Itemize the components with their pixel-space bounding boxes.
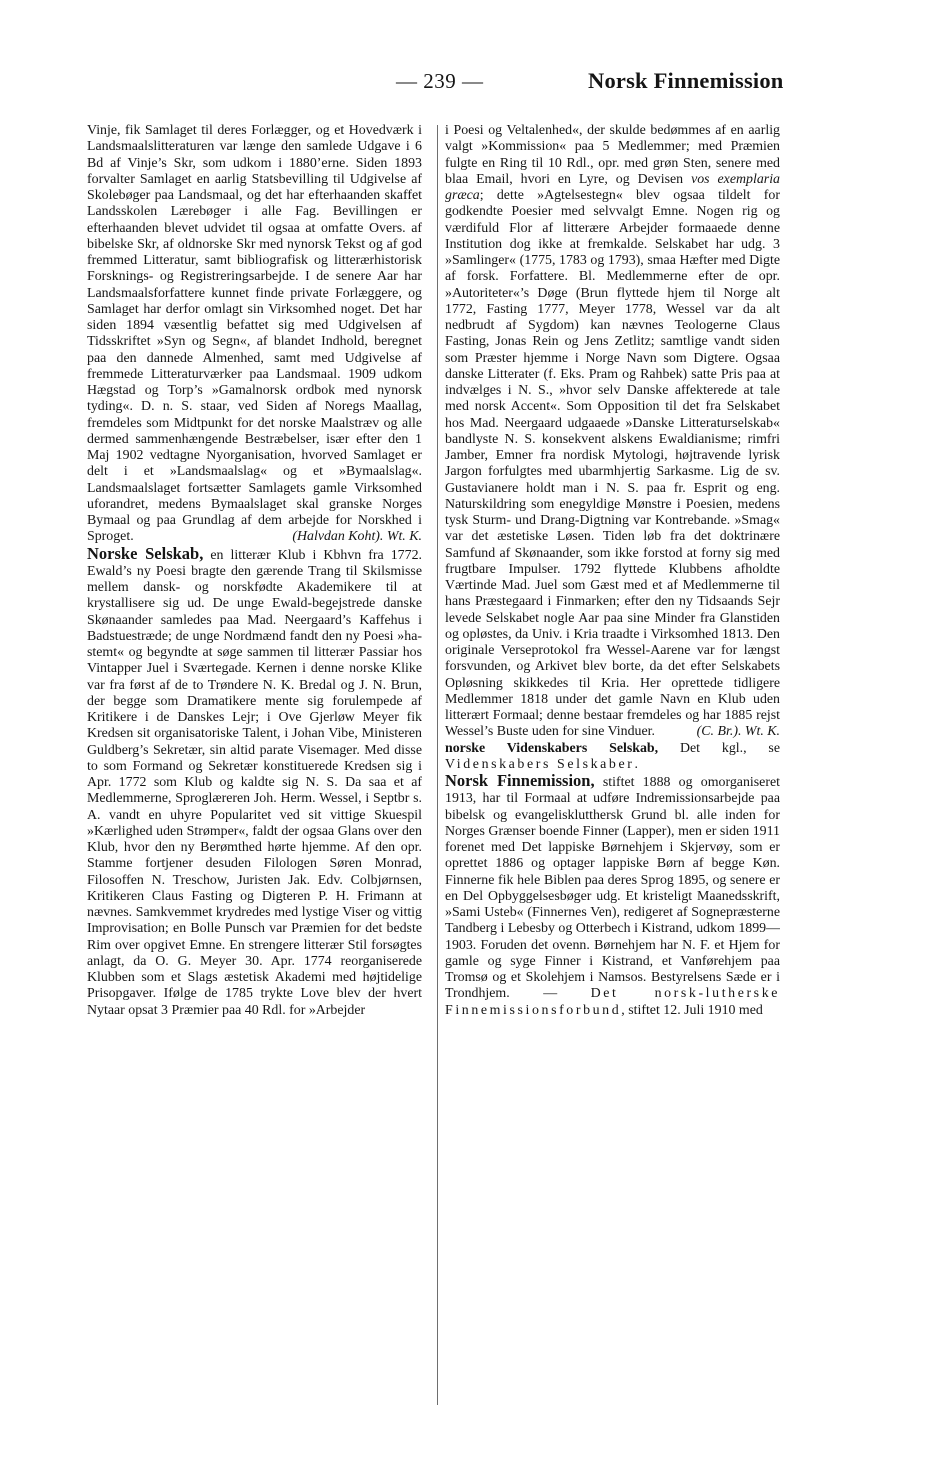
column-divider <box>437 125 438 1405</box>
left-column <box>87 123 422 1413</box>
author-signature: (Halvdan Koht). Wt. K. <box>292 529 422 545</box>
entry-text: , stiftet 12. Juli 1910 med <box>621 1002 763 1018</box>
entry-headword: Norsk Finnemission, <box>445 771 595 790</box>
entry-headword: norske Videnskabers Selskab, <box>445 740 659 756</box>
entry-continuation-norske-selskab <box>445 123 780 741</box>
page-header <box>0 66 928 98</box>
entry-text: stiftet 1888 og omorganiseret 1913, har til Formaal at udføre Indremissionsarbejde paa bibelsk og evangelisklutthersk Grund bl. alle inden for Norges Grænser boende Finner (Lapper), men er siden 1911 forenet med Det lappiske Børnehjem i Skjervøy, som er oprettet 1886 og optager lappiske Børn af begge Køn. Finnerne fik hele Biblen paa deres Sprog 1895, og senere er en Del Opbyggelsesbøger udg. Et kristeligt Maanedsskrift, »Sami Usteb« (Finnernes Ven), redigeret af Sognepræsterne Tandberg i Lebesby og Otterbech i Kistrand, udkom 1899—1903. Foruden det ovenn. Børnehjem har N. F. et Hjem for gamle og syge Finner i Kistrand, et Vanførehjem paa Tromsø og et Skolehjem i Namsos. Bestyrelsens Sæde er i Trondhjem. — <box>445 775 780 1002</box>
entry-continuation-det-norske-samlaget <box>87 123 422 546</box>
entry-text: Det kgl., se <box>658 740 780 756</box>
entry-headword: Norske Selskab, <box>87 543 204 563</box>
entry-text: . <box>634 756 638 772</box>
entry-norske-selskab <box>87 543 422 1019</box>
entry-text: Vinje, fik Samlaget til deres Forlægger, og et Hovedværk i Landsmaalslitteraturen var længe den samlede Udgave i 6 Bd af Vinje’s Skr, som udkom i 1880’erne. Siden 1893 forvalter Samlaget en aarlig Statsbevilling til Udgivelse af Skolebøger paa Landsmaal, og det har efterhaanden skaffet Landsskolen Lærebøger i alle Fag. Bevillingen er efterhaanden blevet udvidet til ogsaa at omfatte Overs. af bibelske Skr, af oldnorske Skr med nynorsk Tekst og af god fremmed Litteratur, samt bibliografisk og litterærhistorisk Forsknings- og Registreringsarbejde. I de senere Aar har Landsmaalsforfattere kunnet finde private Forlæggere, og Samlaget har derfor omlagt sin Virksomhed noget. Det har siden 1894 væsentlig befattet sig med Udgivelsen af Tidsskriftet »Syn og Segn«, af blandet Indhold, beregnet paa den dannede Almenhed, samt med Udgivelse af fremmede Litteraturværker paa Landsmaal. 1909 udkom Hægstad og Torp’s »Gamalnorsk ordbok med nynorsk tyding«. D. n. S. staar, ved Siden af Noregs Maallag, fremdeles som Midtpunkt for det norske Maalstræv og alle dermed sammenhængende Bestræbelser, især efter den 1 Maj 1902 vedtagne Nyorganisation, hvorved Samlaget er delt i et »Landsmaalslag« og et »Bymaalslag«. Landsmaalslaget fortsætter Samlagets gamle Virksomhed uforandret, medens Bymaalslaget skal granske Norges Bymaal og paa Grundlag af dem arbejde for Norskhed i Sproget. <box>87 123 422 545</box>
entry-text: en litterær Klub i Kbhvn fra 1772. Ewald’s ny Poesi bragte den gærende Trang til Skilsmisse mellem dansk- og norskfødte Akademikere til at krystallisere sig ud. De unge Ewald-begejstrede danske Skønaander samledes paa Mad. Neergaard’s Kaffehus i Badstuestræde; de unge Nordmænd fandt den ny Poesi »ha-stemt« og begyndte at søge sammen til litterær Passiar hos Vintapper Juel i Sværtegade. Kernen i denne norske Klike var fra først af de to Trøndere N. K. Bredal og J. N. Brun, der begge som Dramatikere mente sig forulempede af Kritikere i de Danskes Lejr; i Ove Gjerløw Meyer fik Kredsen sit organisatoriske Talent, i Johan Vibe, Ministeren Guldberg’s Sekretær, sin altid parate Visemager. Med disse to som Formand og Sekretær konstituerede Kredsen sig i Apr. 1772 som Klub og kaldte sig N. S. Da saa et af Medlemmerne, Sproglæreren Joh. Herm. Wessel, i Septbr s. A. vandt en uhyre Popularitet ved sit vittige Skuespil »Kærlighed uden Strømper«, faldt der ogsaa Glans over den Klub, hvor den ny Berømthed hørte hjemme. Af den opr. Stamme fortjener desuden Filologen Søren Monrad, Filosoffen N. Treschow, Juristen Jak. Edv. Colbjørnsen, Kritikeren Claus Fasting og Digteren P. H. Frimann at nævnes. Samkvemmet krydredes med lystige Viser og vittig Improvisation; en Bolle Punsch var Præmien for det bedste Rim over opgivet Emne. En strengere litterær Stil forsøgtes anlagt, da O. G. Meyer 30. Apr. 1774 reorganiserede Klubben som et Slags æstetisk Akademi med højtidelige Prisopgaver. Ifølge de 1785 trykte Love blev der hvert Nytaar opsat 3 Præmier paa 40 Rdl. for »Arbejder <box>87 547 422 1018</box>
cross-reference: Videnskabers Selskaber <box>445 756 635 772</box>
entry-text: i Poesi og Veltalenhed«, der skulde bedømmes af en aarlig valgt »Kommission« paa 5 Medlemmer; med Præmien fulgte en Ring til 10 Rdl., opr. med grøn Sten, senere med blaa Email, hvori en Lyre, og Devisen <box>445 123 780 187</box>
right-column <box>445 123 780 1413</box>
entry-text: ; dette »Agtelsestegn« blev ogsaa tildelt for godkendte Poesier med selvvalgt Emne. Nogen rig og værdifuld Flor af litterære Arbejder formaaede denne Institution dog ikke at fremkalde. Selskabet har udg. 3 »Samlinger« (1775, 1783 og 1793), smaa Hæfter med Digte af forsk. Forfattere. Bl. Medlemmerne efter de opr. »Autoriteter«’s Døge (Brun flyttede hjem til Norge alt 1772, Fasting 1777, Meyer 1778, Wessel var da alt nedbrudt af Sygdom) kan nævnes Teologerne Claus Fasting, Jonas Rein og Jens Zetlitz; samtlige vandt siden som Præster hjemme i Norge Navn som Digtere. Ogsaa danske Litterater (f. Eks. Pram og Rahbek) satte Pris paa at indvælges i N. S., »hvor selv Danske affekterede at tale med norsk Accent«. Som Opposition til det fra Selskabet hos Mad. Neergaard udgaaede »Danske Litteraturselskab« bandlyste N. S. konsekvent alskens Ewaldianisme; rimfri Jamber, Emner fra nordisk Mytologi, højtravende lyrisk Jargon forfulgtes med ubarmhjertig Sarkasme. Lig de sv. Gustavianere holdt man i N. S. paa fr. Esprit og eng. Naturskildring som enegyldige Mønstre i Poesien, medens tysk Sturm- und Drang-Digtning var Kontrebande. »Smag« var det æstetiske Løsen. Tiden løb fra det doktrinære Samfund af Skønaander, som ikke forstod at forny sig med frugtbare Impulser. 1792 flyttede Klubbens afholdte Værtinde Mad. Juel som Gæst med et af Medlemmerne til hans Præstegaard i Finmarken; efter den ny Tidsaands Sejr levede Selskabet nogle Aar paa sine Minder fra Glanstiden og opløstes, da Univ. i Kria traadte i Virksomhed 1813. Den originale Verseprotokol fra Wessel-Aarene var for længst forsvunden, og Arkivet blev borte, da det efter Selskabets Opløsning skikkedes til Kria. Her oprettede tidligere Medlemmer 1818 under det gamle Navn en Klub uden litterært Formaal; denne bestaar fremdeles og har 1885 rejst Wessel’s Buste uden for sine Vinduer. <box>445 188 780 740</box>
page-number: — 239 — <box>396 69 484 93</box>
spaced-name: Det norsk-lutherske Finnemissionsforbund <box>445 986 780 1018</box>
running-head: Norsk Finnemission <box>588 68 784 93</box>
entry-italic-text: vos exemplaria græca <box>445 171 780 203</box>
entry-norske-videnskabers-selskab <box>445 741 780 774</box>
entry-norsk-finnemission <box>445 773 780 1019</box>
author-signature: (C. Br.). Wt. K. <box>696 724 780 740</box>
